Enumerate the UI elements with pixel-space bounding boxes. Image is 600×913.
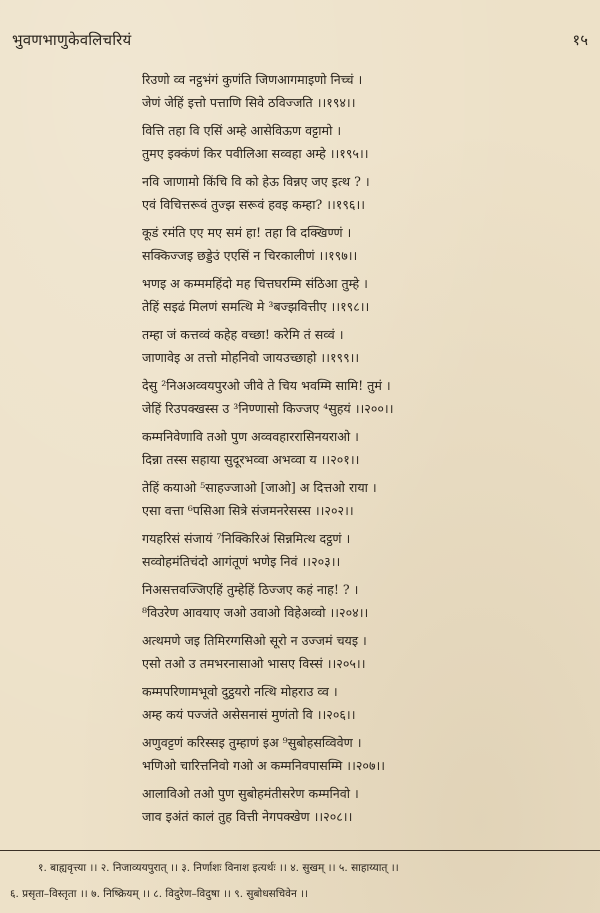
verse-line: तम्हा जं कत्तव्वं कहेह वच्छा! करेमि तं सव्वं । — [142, 327, 344, 342]
page-header — [12, 30, 588, 54]
verse-line: अणुवट्टणं करिस्सइ तुम्हाणं इअ ⁹सुबोहसव्विवेण । — [142, 735, 362, 750]
verse-line: भणिओ चारित्तनिवो गओ अ कम्मनिवपासम्मि ।।२०७।। — [142, 758, 386, 773]
verse-line: जेणं जेहिं इत्तो पत्ताणि सिवे ठविज्जति ।।१९४।। — [142, 95, 356, 110]
footnote-line: ६. प्रसृता–विस्तृता ।। ७. निष्क्रियम् ।। ८. विदुरेण–विदुषा ।। ९. सुबोधसचिवेन ।। — [10, 888, 309, 900]
verse-stanza — [142, 629, 562, 675]
verse-stanza — [142, 374, 562, 420]
verse-stanza — [142, 221, 562, 267]
verse-stanza — [142, 527, 562, 573]
verse-line: आलाविओ तओ पुण सुबोहमंतीसरेण कम्मनिवो । — [142, 786, 359, 801]
verse-stanza — [142, 680, 562, 726]
verse-line: कम्मपरिणामभूवो दुट्ठयरो नत्थि मोहराउ व्व । — [142, 684, 338, 699]
verse-line: तेहिं कयाओ ⁵साहज्जाओ [जाओ] अ दित्तओ राया । — [142, 480, 377, 495]
footnote-line: १. बाह्यवृत्त्या ।। २. निजाव्ययपुरात् ।। ३. निर्णाशः विनाश इत्यर्थः ।। ४. सुखम् ।। ५. साहाय्यात् ।। — [38, 862, 399, 874]
verse-stanza — [142, 578, 562, 624]
verse-stanza — [142, 731, 562, 777]
verse-stanza — [142, 323, 562, 369]
verse-line: एवं विचित्तरूवं तुज्झ सरूवं हवइ कम्हा? ।।१९६।। — [142, 197, 365, 212]
verse-line: सक्किज्जइ छड्डेउं एएसिं न चिरकालीणं ।।१९७।। — [142, 248, 358, 263]
verse-stanza — [142, 272, 562, 318]
verse-line: अम्ह कयं पज्जंते असेसनासं मुणंतो वि ।।२०६।। — [142, 707, 356, 722]
verse-line: कूडं रमंति एए मए समं हा! तहा वि दक्खिण्णं । — [142, 225, 352, 240]
verse-stanza — [142, 68, 562, 114]
verse-stanza — [142, 170, 562, 216]
verse-line: रिउणो व्व नट्ठभंगं कुणंति जिणआगमाइणो निच्चं । — [142, 72, 363, 87]
footnotes — [0, 850, 600, 907]
verse-line: देसु ²निअअव्वयपुरओ जीवे ते चिय भवम्मि सामि! तुमं । — [142, 378, 391, 393]
verse-line: जाणावेइ अ तत्तो मोहनिवो जायउच्छाहो ।।१९९।। — [142, 350, 360, 365]
verse-line: एसा वत्ता ⁶पसिआ सित्रे संजमनरेसस्स ।।२०२।। — [142, 503, 354, 518]
verse-line: नवि जाणामो किंचि वि को हेऊ विन्नए जए इत्थ ? । — [142, 174, 370, 189]
verse-line: जेहिं रिउपक्खस्स उ ³निण्णासो किज्जए ⁴सुहयं ।।२००।। — [142, 401, 394, 416]
verse-line: वित्ति तहा वि एसिं अम्हे आसेविऊण वट्टामो । — [142, 123, 342, 138]
verse-line: एसो तओ उ तमभरनासाओ भासए विस्सं ।।२०५।। — [142, 656, 366, 671]
verse-line: तुमए इक्कंणं किर पवीलिआ सव्वहा अम्हे ।।१९५।। — [142, 146, 369, 161]
running-title: भुवणभाणुकेवलिचरियं — [12, 31, 132, 49]
verse-line: ⁸विउरेण आवयाए जओ उवाओ विहेअव्वो ।।२०४।। — [142, 605, 369, 620]
verse-stanza — [142, 425, 562, 471]
verse-stanza — [142, 476, 562, 522]
verse-line: सव्वोहमंतिचंदो आगंतूणं भणेइ निवं ।।२०३।। — [142, 554, 341, 569]
verse-stanza — [142, 119, 562, 165]
verse-line: तेहिं सइढं मिलणं समत्थि मे ³बज्झवित्तीए ।।१९८।। — [142, 299, 370, 314]
page-number: १५ — [572, 31, 588, 49]
verse-line: कम्मनिवेणावि तओ पुण अव्ववहाररासिनयराओ । — [142, 429, 359, 444]
verse-block — [142, 68, 562, 828]
verse-line: अत्थमणे जइ तिमिरग्गसिओ सूरो न उज्जमं चयइ । — [142, 633, 367, 648]
verse-line: जाव इअंतं कालं तुह वित्ती नेगपक्खेण ।।२०८।। — [142, 809, 353, 824]
verse-stanza — [142, 782, 562, 828]
verse-line: भणइ अ कम्ममहिंदो मह चित्तघरम्मि संठिआ तुम्हे । — [142, 276, 368, 291]
verse-line: गयहरिसं संजायं ⁷निक्किरिअं सिन्नमित्थ दट्ठणं । — [142, 531, 351, 546]
verse-line: दिन्ना तस्स सहाया सुदूरभव्वा अभव्वा य ।।२०१।। — [142, 452, 360, 467]
verse-line: निअसत्तवज्जिएहिं तुम्हेहिं ठिज्जए कहं नाह! ? । — [142, 582, 359, 597]
